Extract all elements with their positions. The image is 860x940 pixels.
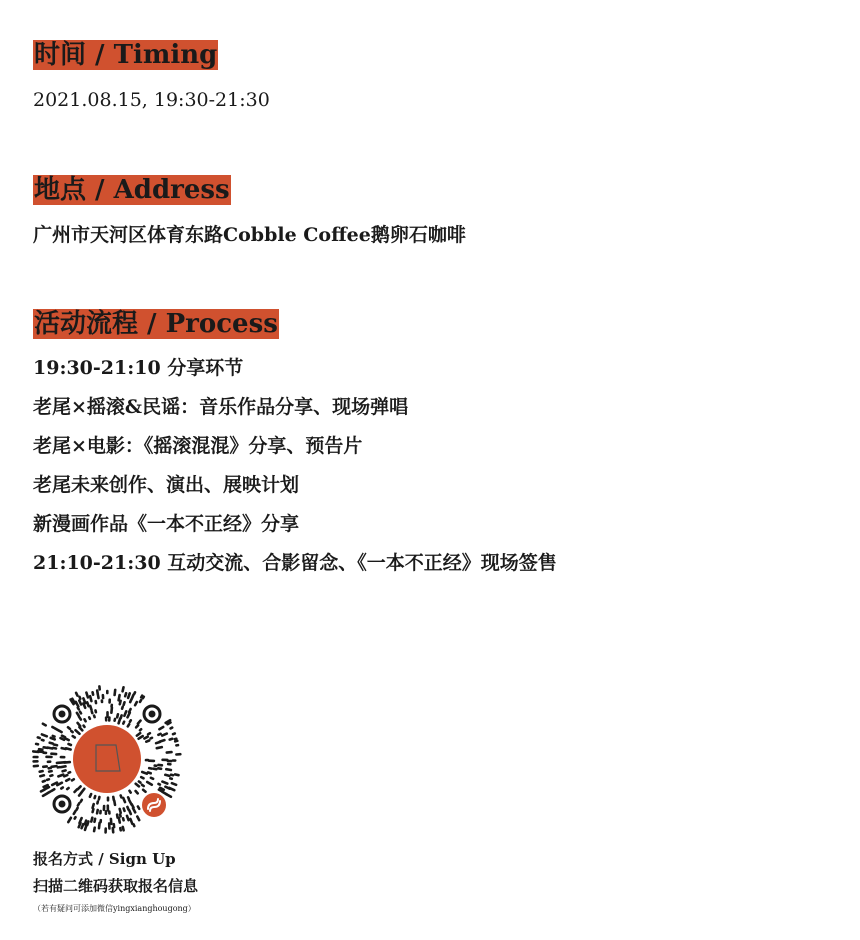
qr-dot bbox=[114, 801, 115, 805]
qr-dot bbox=[123, 722, 124, 724]
qr-dot bbox=[42, 740, 44, 741]
process-item: 21:10-21:30 互动交流、合影留念、《一本不正经》现场签售 bbox=[33, 552, 557, 574]
qr-dot bbox=[79, 717, 81, 720]
qr-dot bbox=[95, 819, 96, 822]
qr-dot bbox=[136, 784, 139, 787]
qr-dot bbox=[149, 768, 152, 769]
qr-dot bbox=[40, 771, 43, 772]
qr-dot bbox=[73, 736, 75, 737]
qr-dot bbox=[94, 716, 95, 718]
qr-dot bbox=[86, 693, 88, 698]
qr-dot bbox=[119, 818, 120, 823]
qr-dot bbox=[83, 698, 85, 703]
qr-dot bbox=[51, 789, 54, 791]
qr-dot bbox=[79, 701, 81, 705]
qr-dot bbox=[85, 719, 86, 721]
qr-dot bbox=[39, 749, 42, 750]
qr-dot bbox=[120, 809, 121, 813]
qr-dot bbox=[52, 727, 53, 728]
qr-dot bbox=[128, 797, 129, 798]
qr-dot bbox=[80, 697, 81, 699]
qr-dot bbox=[50, 743, 53, 744]
qr-dot bbox=[68, 818, 71, 822]
process-list bbox=[33, 353, 557, 587]
qr-dot bbox=[124, 702, 125, 705]
qr-dot bbox=[123, 798, 125, 802]
qr-dot bbox=[90, 696, 91, 701]
qr-dot bbox=[162, 734, 167, 736]
qr-dot bbox=[133, 808, 135, 812]
qr-dot bbox=[78, 786, 81, 789]
qr-dot bbox=[137, 817, 139, 821]
qr-dot bbox=[44, 785, 48, 787]
qr-dot bbox=[63, 770, 66, 771]
qr-dot bbox=[143, 697, 144, 699]
qr-dot bbox=[42, 734, 47, 736]
qr-dot bbox=[82, 824, 84, 828]
qr-dot bbox=[43, 794, 47, 796]
qr-dot bbox=[117, 815, 118, 818]
qr-dot bbox=[175, 774, 179, 775]
qr-dot bbox=[130, 819, 132, 824]
process-item: 19:30-21:10 分享环节 bbox=[33, 357, 244, 379]
qr-dot bbox=[148, 772, 151, 773]
qr-dot bbox=[146, 741, 149, 742]
qr-dot bbox=[89, 717, 90, 719]
qr-dot bbox=[144, 737, 147, 739]
qr-dot bbox=[64, 775, 67, 776]
qr-dot bbox=[148, 733, 150, 734]
qr-dot bbox=[123, 818, 124, 820]
qr-dot bbox=[172, 783, 176, 785]
qr-dot bbox=[173, 734, 175, 735]
process-heading: 活动流程 / Process bbox=[34, 309, 278, 339]
qr-dot bbox=[72, 779, 74, 780]
qr-dot bbox=[74, 811, 76, 814]
qr-dot bbox=[68, 727, 70, 729]
qr-dot bbox=[119, 695, 120, 700]
qr-dot bbox=[142, 772, 147, 774]
qr-dot bbox=[43, 724, 46, 726]
address-section bbox=[33, 175, 466, 247]
qr-dot bbox=[53, 748, 56, 749]
qr-dot bbox=[87, 702, 88, 706]
qr-dot bbox=[151, 738, 152, 739]
qr-dot bbox=[93, 804, 94, 808]
qr-dot bbox=[124, 711, 126, 716]
qr-dot bbox=[78, 708, 79, 710]
qr-dot bbox=[119, 719, 121, 724]
qr-dot bbox=[84, 726, 85, 727]
qr-dot bbox=[117, 714, 118, 717]
qr-dot bbox=[79, 727, 82, 730]
qr-dot bbox=[66, 739, 69, 741]
process-item: 新漫画作品《一本不正经》分享 bbox=[33, 513, 300, 535]
qr-dot bbox=[79, 793, 81, 795]
qr-dot bbox=[60, 762, 66, 763]
qr-code-icon[interactable] bbox=[32, 684, 182, 834]
qr-dot bbox=[159, 727, 163, 729]
qr-dot bbox=[127, 807, 128, 810]
qr-dot bbox=[94, 828, 95, 831]
qr-dot bbox=[44, 747, 48, 748]
qr-dot bbox=[130, 791, 131, 793]
qr-dot bbox=[75, 789, 78, 792]
qr-dot bbox=[162, 782, 167, 784]
qr-dot bbox=[76, 693, 77, 696]
signup-note: （若有疑问可添加微信yingxianghougong） bbox=[33, 904, 196, 913]
qr-dot bbox=[166, 769, 171, 770]
qr-dot bbox=[93, 809, 94, 812]
qr-dot bbox=[76, 702, 79, 707]
process-item: 老尾未来创作、演出、展映计划 bbox=[33, 474, 300, 496]
qr-dot bbox=[77, 713, 79, 716]
qr-dot bbox=[122, 707, 123, 709]
qr-dot bbox=[135, 702, 137, 705]
qr-dot bbox=[111, 708, 112, 713]
qr-dot bbox=[78, 723, 81, 726]
qr-dot bbox=[138, 721, 141, 724]
address-heading: 地点 / Address bbox=[34, 175, 230, 205]
signup-section bbox=[33, 846, 198, 916]
qr-dot bbox=[167, 752, 172, 753]
qr-dot bbox=[92, 712, 93, 714]
qr-dot bbox=[58, 775, 63, 777]
qr-dot bbox=[171, 775, 173, 776]
qr-dot bbox=[61, 738, 65, 740]
qr-dot bbox=[120, 815, 121, 817]
qr-dot bbox=[49, 771, 52, 772]
qr-dot bbox=[159, 784, 160, 785]
address-value: 广州市天河区体育东路Cobble Coffee鹅卵石咖啡 bbox=[33, 224, 466, 246]
qr-dot bbox=[143, 790, 145, 792]
qr-dot bbox=[33, 751, 38, 752]
qr-dot bbox=[62, 736, 65, 738]
qr-dot bbox=[134, 824, 135, 826]
qr-dot bbox=[81, 800, 82, 802]
process-item: 老尾×电影：《摇滚混混》分享、预告片 bbox=[33, 435, 363, 457]
qr-dot bbox=[140, 729, 141, 730]
qr-dot bbox=[95, 796, 96, 798]
qr-code-graphic bbox=[32, 684, 182, 834]
qr-dot bbox=[90, 706, 91, 710]
qr-dot bbox=[69, 744, 71, 745]
qr-dot bbox=[121, 796, 122, 798]
qr-dot bbox=[69, 772, 71, 773]
qr-dot bbox=[134, 692, 135, 694]
qr-dot bbox=[79, 823, 81, 827]
qr-dot bbox=[170, 739, 173, 740]
qr-dot bbox=[137, 733, 140, 736]
qr-dot bbox=[157, 747, 162, 748]
qr-dot bbox=[123, 687, 124, 691]
timing-heading: 时间 / Timing bbox=[34, 40, 218, 70]
qr-dot bbox=[80, 712, 81, 714]
qr-dot bbox=[99, 797, 100, 799]
qr-dot bbox=[123, 827, 124, 830]
qr-dot bbox=[99, 823, 100, 828]
qr-dot bbox=[130, 720, 131, 722]
qr-dot bbox=[171, 728, 173, 729]
qr-dot bbox=[53, 736, 55, 737]
qr-dot bbox=[141, 777, 143, 778]
qr-dot bbox=[128, 724, 129, 726]
qr-dot bbox=[71, 731, 72, 732]
qr-dot bbox=[40, 775, 44, 776]
qr-dot bbox=[129, 810, 131, 814]
qr-dot bbox=[127, 816, 129, 820]
qr-dot bbox=[62, 748, 66, 749]
qr-dot bbox=[158, 768, 161, 769]
qr-dot bbox=[67, 788, 68, 789]
qr-dot bbox=[97, 691, 98, 695]
process-section bbox=[33, 309, 557, 587]
qr-dot bbox=[124, 809, 125, 811]
qr-dot bbox=[139, 736, 143, 739]
qr-dot bbox=[41, 790, 45, 792]
qr-dot bbox=[168, 723, 171, 725]
qr-dot bbox=[158, 734, 160, 735]
qr-dot bbox=[121, 715, 122, 718]
qr-dot bbox=[91, 818, 92, 822]
qr-center-logo bbox=[73, 725, 141, 793]
timing-value: 2021.08.15, 19:30-21:30 bbox=[33, 89, 270, 111]
qr-dot bbox=[55, 728, 60, 731]
qr-dot bbox=[140, 700, 141, 702]
qr-dot bbox=[136, 725, 138, 727]
qr-dot bbox=[139, 782, 141, 783]
qr-dot bbox=[61, 788, 63, 789]
qr-dot bbox=[113, 797, 114, 800]
qr-dot bbox=[147, 782, 152, 785]
qr-dot bbox=[50, 775, 52, 776]
signup-instruction: 扫描二维码获取报名信息 bbox=[33, 877, 199, 895]
qr-dot bbox=[78, 803, 79, 805]
qr-dot bbox=[125, 693, 126, 696]
qr-dot bbox=[129, 709, 131, 712]
qr-dot bbox=[77, 808, 78, 810]
qr-dot bbox=[66, 779, 69, 781]
qr-dot bbox=[142, 785, 144, 786]
qr-dot bbox=[90, 794, 91, 797]
qr-dot bbox=[85, 825, 87, 830]
qr-dot bbox=[54, 745, 57, 746]
qr-dot bbox=[128, 693, 130, 698]
qr-dot bbox=[120, 701, 121, 704]
qr-dot bbox=[166, 794, 171, 797]
qr-dot bbox=[165, 775, 169, 776]
qr-dot bbox=[43, 781, 45, 782]
qr-dot bbox=[97, 810, 98, 813]
qr-dot bbox=[151, 778, 153, 779]
qr-dot bbox=[93, 692, 94, 694]
qr-dot bbox=[47, 779, 49, 780]
qr-dot bbox=[138, 807, 139, 809]
qr-dot bbox=[154, 769, 157, 770]
qr-dot bbox=[132, 695, 134, 700]
qr-dot bbox=[38, 737, 40, 738]
qr-dot bbox=[75, 817, 76, 818]
qr-dot bbox=[136, 791, 138, 793]
process-item: 老尾×摇滚&民谣：音乐作品分享、现场弹唱 bbox=[33, 396, 409, 418]
qr-dot bbox=[160, 740, 165, 742]
timing-section bbox=[33, 40, 270, 112]
mini-program-link-icon bbox=[141, 792, 167, 818]
signup-label: 报名方式 / Sign Up bbox=[33, 850, 176, 868]
qr-dot bbox=[52, 766, 57, 767]
qr-dot bbox=[115, 690, 116, 695]
qr-dot bbox=[61, 766, 66, 767]
qr-dot bbox=[76, 730, 80, 734]
qr-dot bbox=[175, 741, 177, 742]
qr-dot bbox=[51, 738, 55, 740]
